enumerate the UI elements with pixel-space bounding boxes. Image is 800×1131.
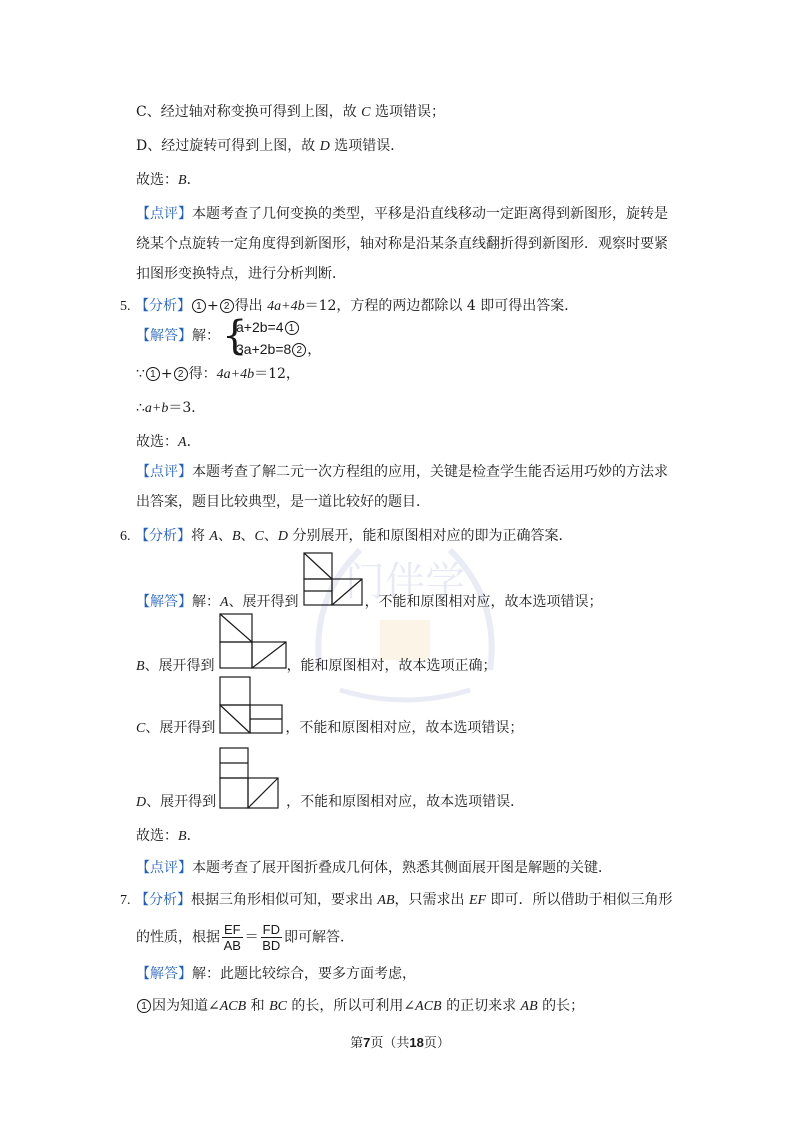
q4-comment-line2: 绕某个点旋转一定角度得到新图形，轴对称是沿某条直线翻折得到新图形．观察时要紧 bbox=[136, 236, 668, 252]
q4-option-c-line: C、经过轴对称变换可得到上图，故 C 选项错误； bbox=[136, 104, 445, 120]
q7-item1: 1 因为知道∠ACB 和 BC 的长，所以可利用∠ACB 的正切来求 AB 的长； bbox=[136, 996, 584, 1017]
analysis-tag: 【分析】 bbox=[134, 528, 191, 544]
circled-number: 2 bbox=[292, 343, 306, 357]
comment-tag: 【点评】 bbox=[136, 860, 192, 876]
comment-tag: 【点评】 bbox=[136, 206, 192, 222]
question-number: 5. bbox=[120, 299, 131, 314]
q6-option-a-line: 【解答】解：A、展开得到 ，不能和原图相对应，故本选项错误； bbox=[136, 594, 603, 610]
q6-comment: 【点评】本题考查了展开图折叠成几何体，熟悉其侧面展开图是解题的关键． bbox=[136, 860, 612, 876]
solution-tag: 【解答】 bbox=[136, 328, 192, 344]
circled-number: 2 bbox=[220, 299, 234, 313]
q5-answer: 故选：A． bbox=[136, 434, 201, 450]
q7-analysis-line2: 的性质，根据 $\frac{EF}{AB}$ ＝ $\frac{FD}{BD}$ 即可解答． bbox=[136, 922, 354, 953]
fraction-ef-ab: $\frac{EF}{AB}$ bbox=[223, 922, 241, 953]
fraction-fd-bd: $\frac{FD}{BD}$ bbox=[262, 922, 281, 953]
comment-tag: 【点评】 bbox=[136, 464, 192, 480]
page-total: 18 bbox=[409, 1035, 424, 1050]
analysis-tag: 【分析】 bbox=[134, 892, 191, 908]
q4-comment-line1: 【点评】本题考查了几何变换的类型，平移是沿直线移动一定距离得到新图形，旋转是 bbox=[136, 206, 668, 222]
q6-answer: 故选：B． bbox=[136, 828, 201, 844]
watermark-text: 门伴学 bbox=[345, 559, 465, 605]
page-number: 7 bbox=[363, 1035, 371, 1050]
q5-step1: ∵ 1 + 2 得：4a+4b＝12， bbox=[136, 366, 300, 382]
circled-number: 2 bbox=[174, 367, 188, 381]
q6-analysis: 6. 【分析】将 A、B、C、D 分别展开，能和原图相对应的即为正确答案． bbox=[120, 528, 573, 544]
circled-number: 1 bbox=[192, 299, 206, 313]
q5-comment-line1: 【点评】本题考查了解二元一次方程组的应用，关键是检查学生能否运用巧妙的方法求 bbox=[136, 464, 668, 480]
q4-comment-line3: 扣图形变换特点，进行分析判断． bbox=[136, 266, 346, 282]
question-number: 6. bbox=[120, 529, 131, 544]
q7-solution: 【解答】解：此题比较综合，要多方面考虑， bbox=[136, 966, 416, 982]
q7-analysis-line1: 7. 【分析】根据三角形相似可知，要求出 AB，只需求出 EF 即可．所以借助于相似三角形 bbox=[120, 892, 673, 908]
q4-answer: 故选：B． bbox=[136, 172, 201, 188]
circled-number: 1 bbox=[137, 999, 151, 1013]
solution-tag: 【解答】 bbox=[136, 966, 192, 982]
q6-option-d-line: D、展开得到 ，不能和原图相对应，故本选项错误． bbox=[136, 794, 525, 810]
watermark-logo bbox=[300, 520, 510, 710]
q5-analysis: 5. 【分析】 1 + 2 得出 4a+4b＝12，方程的两边都除以 4 即可得出答案． bbox=[120, 298, 579, 314]
q6-option-b-line: B、展开得到 ，能和原图相对，故本选项正确； bbox=[136, 658, 497, 674]
q5-comment-line2: 出答案，题目比较典型，是一道比较好的题目． bbox=[136, 494, 430, 510]
q4-option-d-line: D、经过旋转可得到上图，故 D 选项错误． bbox=[136, 138, 405, 154]
system-brace: { bbox=[222, 313, 248, 359]
question-number: 7. bbox=[120, 893, 131, 908]
q5-solution-label: 【解答】解： bbox=[136, 328, 220, 344]
page-footer: 第7页（共18页） bbox=[350, 1035, 450, 1051]
q5-step2: ∴a+b＝3． bbox=[136, 400, 206, 416]
q6-option-c-line: C、展开得到 ，不能和原图相对应，故本选项错误； bbox=[136, 720, 524, 736]
system-equation-2: 3a+2b=8 2 ， bbox=[236, 341, 322, 357]
analysis-tag: 【分析】 bbox=[134, 298, 191, 314]
circled-number: 1 bbox=[146, 367, 160, 381]
solution-tag: 【解答】 bbox=[136, 594, 192, 610]
system-equation-1: a+2b=4 1 bbox=[236, 318, 300, 336]
circled-number: 1 bbox=[285, 321, 299, 335]
